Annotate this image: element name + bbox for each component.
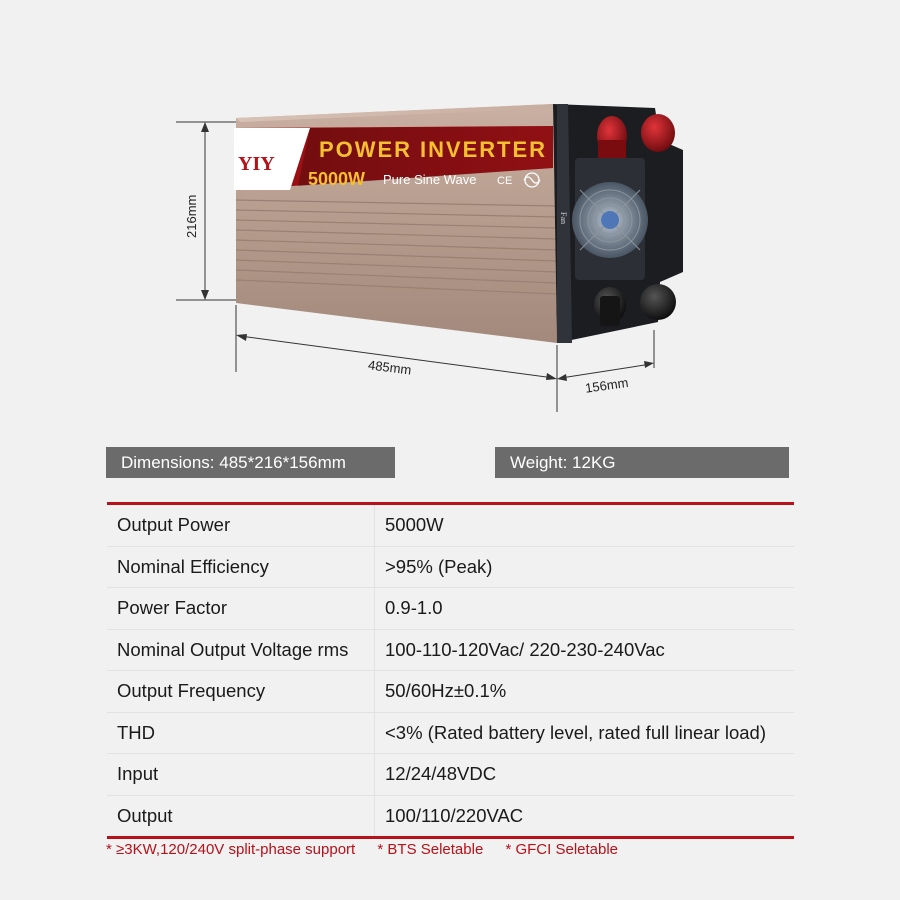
spec-row-thd [107, 713, 794, 755]
length-dimension-label: 485mm [367, 357, 413, 378]
spec-label: Nominal Output Voltage rms [107, 630, 375, 671]
spec-label: THD [107, 713, 375, 754]
spec-value: 100-110-120Vac/ 220-230-240Vac [385, 638, 665, 660]
height-dimension-label: 216mm [184, 194, 199, 238]
inverter-end-panel [553, 104, 683, 343]
spec-value: 12/24/48VDC [385, 763, 497, 785]
spec-value: 50/60Hz±0.1% [385, 680, 507, 702]
spec-label: Output [107, 796, 375, 837]
footnotes [106, 841, 636, 858]
spec-row-input [107, 754, 794, 796]
dimensions-bar: Dimensions: 485*216*156mm [106, 447, 395, 478]
inverter-body [234, 104, 557, 343]
spec-value: >95% (Peak) [385, 555, 493, 577]
spec-row-output [107, 796, 794, 837]
depth-dimension-label: 156mm [584, 374, 630, 396]
spec-row-output-frequency [107, 671, 794, 713]
product-illustration [0, 0, 900, 430]
brand-logo: YIY [238, 153, 275, 175]
spec-row-nominal-output-voltage [107, 630, 794, 672]
spec-value: 100/110/220VAC [385, 804, 524, 826]
spec-row-output-power [107, 505, 794, 547]
spec-row-nominal-efficiency [107, 547, 794, 589]
wattage-label: 5000W [308, 169, 366, 189]
spec-label: Nominal Efficiency [107, 547, 375, 588]
weight-bar: Weight: 12KG [495, 447, 789, 478]
footnote-bts: * BTS Seletable [377, 841, 484, 858]
spec-label: Power Factor [107, 588, 375, 629]
dc-terminal-positive [597, 116, 627, 158]
spec-value: 5000W [385, 514, 444, 536]
spec-value: <3% (Rated battery level, rated full linear load) [385, 721, 766, 743]
ce-mark: CE [497, 175, 513, 187]
fan-label: Fan [559, 212, 568, 224]
spec-row-power-factor [107, 588, 794, 630]
product-title: POWER INVERTER [319, 137, 545, 162]
wave-type-label: Pure Sine Wave [383, 172, 477, 187]
spec-table [107, 502, 794, 839]
spec-label: Input [107, 754, 375, 795]
spec-label: Output Frequency [107, 671, 375, 712]
footnote-split-phase: * ≥3KW,120/240V split-phase support [106, 841, 356, 858]
footnote-gfci: * GFCI Seletable [505, 841, 619, 858]
spec-value: 0.9-1.0 [385, 597, 443, 619]
dc-terminal-negative [641, 114, 675, 152]
ac-output-knob-right [640, 284, 676, 320]
spec-label: Output Power [107, 505, 375, 546]
fan-icon [572, 158, 648, 280]
